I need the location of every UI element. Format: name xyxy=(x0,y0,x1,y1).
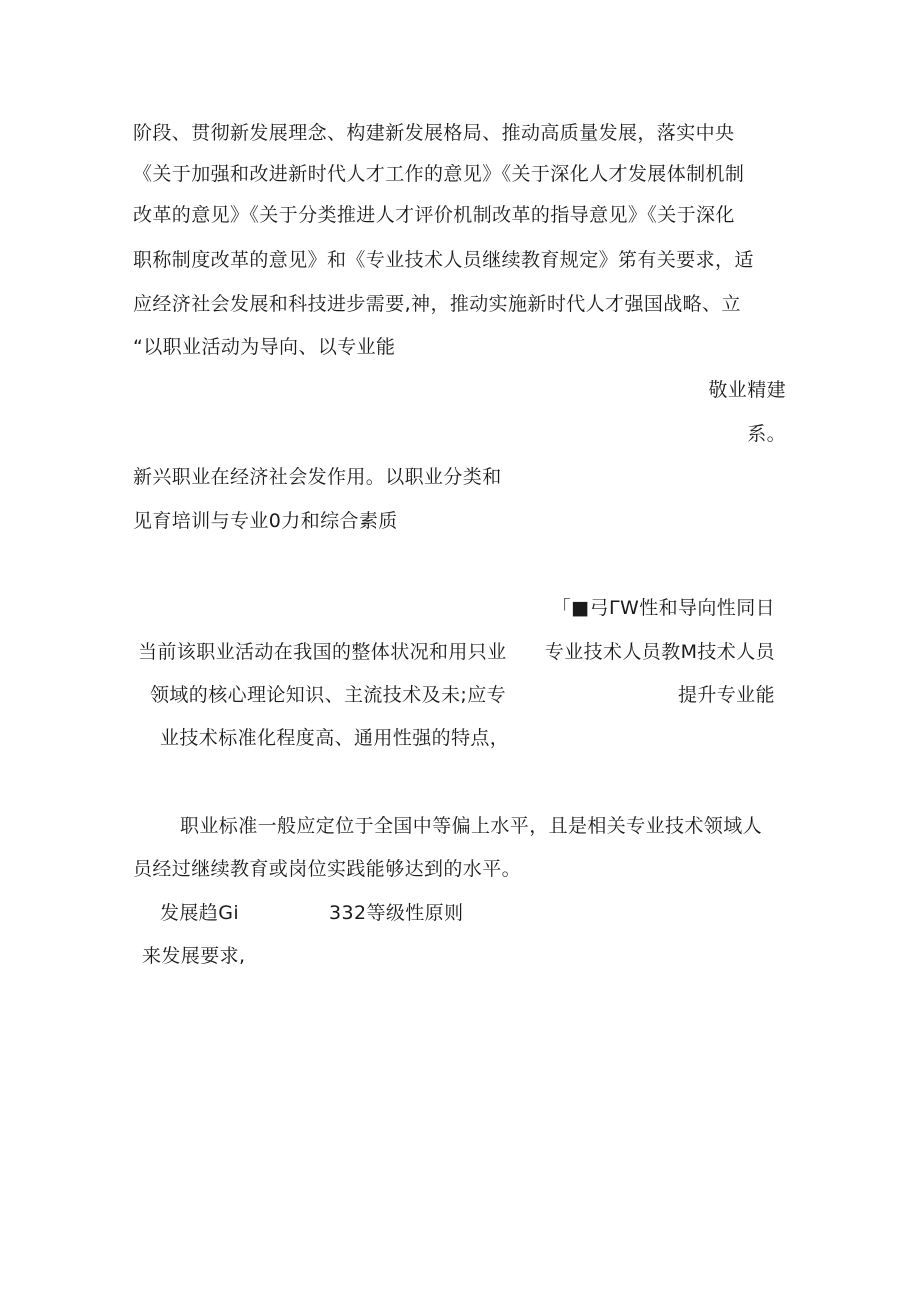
paragraph-line-5: 应经济社会发展和科技进步需要,神，推动实施新时代人才强国战略、立 xyxy=(133,293,741,315)
fragment-right-2: 系。 xyxy=(747,423,786,445)
paragraph-line-3: 改革的意见》《关于分类推进人才评价机制改革的指导意见》《关于深化 xyxy=(133,204,735,226)
paragraph-line-2: 《关于加强和改进新时代人才工作的意见》《关于深化人才发展体制机制 xyxy=(133,163,745,185)
fragment-left-3: 业技术标准化程度高、通用性强的特点， xyxy=(160,727,510,749)
fragment-line-2: 见育培训与专业0力和综合素质 xyxy=(133,510,398,532)
fragment-right-4: 专业技术人员教M技术人员 xyxy=(544,641,775,663)
paragraph-2-line-1: 职业标准一般应定位于全国中等偏上水平，且是相关专业技术领域人 xyxy=(180,815,763,837)
fragment-mid-1: 332等级性原则 xyxy=(329,902,464,924)
paragraph-line-1: 阶段、贯彻新发展理念、构建新发展格局、推动高质量发展，落实中央 xyxy=(133,122,735,144)
fragment-left-1: 当前该职业活动在我国的整体状况和用只业 xyxy=(138,641,507,663)
fragment-right-3: 「■弓ΓW性和导向性同日 xyxy=(551,597,775,619)
paragraph-2-line-2: 员经过继续教育或岗位实践能够达到的水平。 xyxy=(133,858,522,880)
fragment-left-4: 发展趋Gi xyxy=(160,902,240,924)
fragment-left-5: 来发展要求, xyxy=(142,945,246,967)
fragment-right-1: 敬业精建 xyxy=(708,379,786,401)
fragment-right-5: 提升专业能 xyxy=(677,684,775,706)
paragraph-line-4: 职称制度改革的意见》和《专业技术人员继续教育规定》笫有关要求，适 xyxy=(133,249,754,271)
fragment-left-2: 领域的核心理论知识、主流技术及未;应专 xyxy=(150,684,507,706)
paragraph-line-6: “以职业活动为导向、以专业能 xyxy=(133,336,396,358)
fragment-line-1: 新兴职业在经济社会发作用。以职业分类和 xyxy=(133,466,502,488)
